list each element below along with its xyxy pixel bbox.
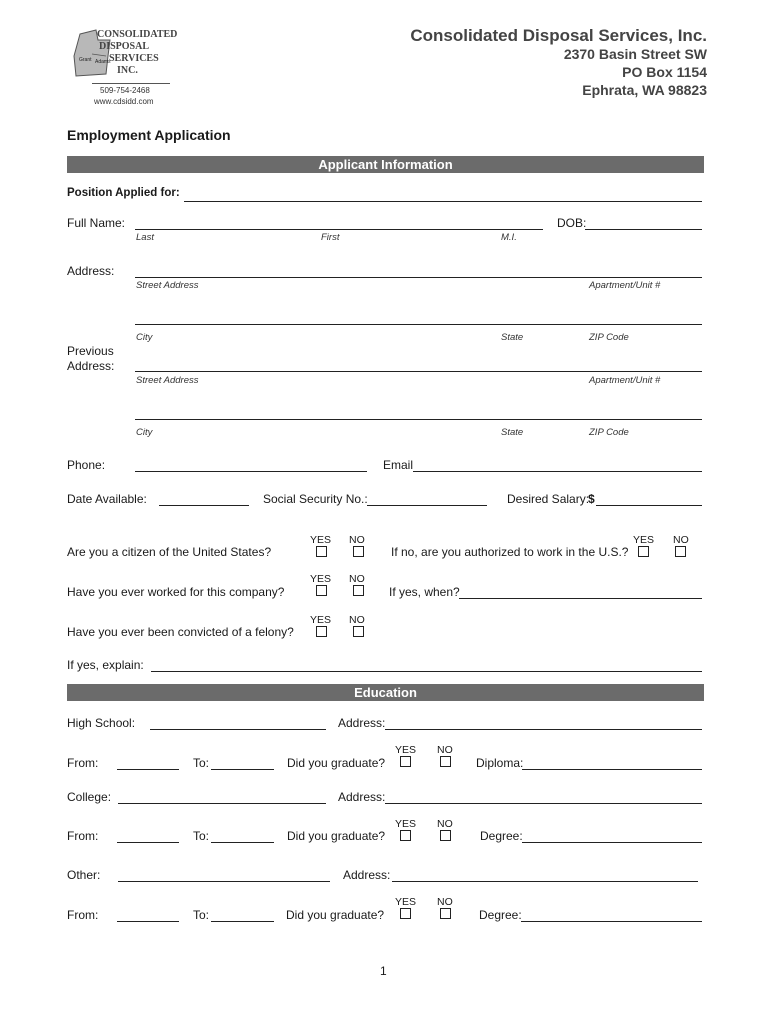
education-section-header: Education (67, 684, 704, 701)
prev-city-state-zip-input[interactable] (135, 405, 702, 420)
prev-apt-unit-caption: Apartment/Unit # (589, 375, 661, 386)
logo-line-2: DISPOSAL (99, 41, 150, 52)
worked-yes-checkbox[interactable] (316, 585, 327, 596)
citizen-yes-checkbox[interactable] (316, 546, 327, 557)
other-label: Other: (67, 868, 101, 882)
logo-phone: 509-754-2468 (100, 86, 150, 95)
hs-from-input[interactable] (117, 755, 179, 770)
worked-question: Have you ever worked for this company? (67, 585, 285, 599)
hs-address-label: Address: (338, 716, 386, 730)
position-input[interactable] (184, 187, 702, 202)
city-state-zip-input[interactable] (135, 310, 702, 325)
authorized-no-checkbox[interactable] (675, 546, 686, 557)
company-pobox: PO Box 1154 (622, 64, 707, 80)
college-grad-yes-checkbox[interactable] (400, 830, 411, 841)
college-grad-yes-label: YES (395, 818, 417, 830)
first-name-caption: First (321, 232, 340, 243)
citizen-yes-label: YES (310, 534, 332, 546)
worked-no-checkbox[interactable] (353, 585, 364, 596)
college-graduate-question: Did you graduate? (287, 829, 386, 843)
company-name: Consolidated Disposal Services, Inc. (410, 26, 707, 45)
apt-unit-caption: Apartment/Unit # (589, 280, 661, 291)
last-name-caption: Last (136, 232, 154, 243)
authorized-yes-label: YES (633, 534, 655, 546)
date-available-label: Date Available: (67, 492, 147, 506)
hs-graduate-question: Did you graduate? (287, 756, 386, 770)
college-address-label: Address: (338, 790, 386, 804)
high-school-label: High School: (67, 716, 136, 730)
prev-street-address-caption: Street Address (136, 375, 199, 386)
logo-rule (92, 83, 170, 84)
college-to-label: To: (193, 829, 210, 843)
hs-grad-no-checkbox[interactable] (440, 756, 451, 767)
state-caption: State (501, 332, 524, 343)
hs-to-label: To: (193, 756, 210, 770)
city-caption: City (136, 332, 153, 343)
form-title: Employment Application (67, 127, 231, 143)
logo-line-1: CONSOLIDATED (97, 29, 178, 40)
other-to-label: To: (193, 908, 210, 922)
citizen-no-checkbox[interactable] (353, 546, 364, 557)
company-logo (70, 26, 182, 110)
authorized-question: If no, are you authorized to work in the U.S.? (391, 545, 629, 559)
logo-line-4: INC. (117, 65, 138, 76)
street-address-caption: Street Address (136, 280, 199, 291)
hs-address-input[interactable] (385, 715, 702, 730)
hs-grad-yes-label: YES (395, 744, 417, 756)
other-from-input[interactable] (117, 907, 179, 922)
previous-address-label-1: Previous (67, 344, 114, 358)
street-address-input[interactable] (135, 263, 702, 278)
college-input[interactable] (118, 789, 326, 804)
other-grad-no-checkbox[interactable] (440, 908, 451, 919)
middle-initial-caption: M.I. (501, 232, 517, 243)
worked-yes-label: YES (310, 573, 332, 585)
ssn-label: Social Security No.: (263, 492, 368, 506)
citizen-question: Are you a citizen of the United States? (67, 545, 272, 559)
other-grad-yes-label: YES (395, 896, 417, 908)
prev-city-caption: City (136, 427, 153, 438)
dob-input[interactable] (585, 215, 702, 230)
hs-grad-yes-checkbox[interactable] (400, 756, 411, 767)
prev-state-caption: State (501, 427, 524, 438)
logo-county-adams: Adams (95, 59, 111, 65)
other-to-input[interactable] (211, 907, 274, 922)
worked-no-label: NO (349, 573, 365, 585)
if-yes-explain-input[interactable] (151, 657, 702, 672)
citizen-no-label: NO (349, 534, 365, 546)
other-address-label: Address: (343, 868, 391, 882)
zip-caption: ZIP Code (589, 332, 629, 343)
college-grad-no-label: NO (437, 818, 453, 830)
logo-text (97, 29, 177, 77)
other-address-input[interactable] (392, 867, 698, 882)
college-degree-label: Degree: (480, 829, 523, 843)
felony-yes-checkbox[interactable] (316, 626, 327, 637)
other-from-label: From: (67, 908, 99, 922)
desired-salary-input[interactable] (596, 491, 702, 506)
felony-no-checkbox[interactable] (353, 626, 364, 637)
if-yes-when-input[interactable] (459, 584, 702, 599)
college-grad-no-checkbox[interactable] (440, 830, 451, 841)
logo-line-3: SERVICES (109, 53, 159, 64)
other-grad-no-label: NO (437, 896, 453, 908)
hs-grad-no-label: NO (437, 744, 453, 756)
if-yes-explain-label: If yes, explain: (67, 658, 144, 672)
prev-street-address-input[interactable] (135, 357, 702, 372)
other-degree-label: Degree: (479, 908, 522, 922)
college-to-input[interactable] (211, 828, 274, 843)
felony-yes-label: YES (310, 614, 332, 626)
felony-question: Have you ever been convicted of a felony? (67, 625, 294, 639)
email-input[interactable] (413, 457, 702, 472)
page-number: 1 (380, 964, 387, 978)
other-school-input[interactable] (118, 867, 330, 882)
college-from-label: From: (67, 829, 99, 843)
other-grad-yes-checkbox[interactable] (400, 908, 411, 919)
hs-from-label: From: (67, 756, 99, 770)
college-from-input[interactable] (117, 828, 179, 843)
logo-county-grant: Grant (79, 57, 92, 63)
position-label: Position Applied for: (67, 187, 180, 199)
email-label: Email (383, 458, 414, 472)
dollar-sign: $ (588, 492, 595, 506)
diploma-input[interactable] (522, 755, 702, 770)
date-available-input[interactable] (159, 491, 249, 506)
other-graduate-question: Did you graduate? (286, 908, 385, 922)
college-label: College: (67, 790, 112, 804)
full-name-input[interactable] (135, 215, 543, 230)
authorized-no-label: NO (673, 534, 689, 546)
if-yes-when-label: If yes, when? (389, 585, 460, 599)
previous-address-label-2: Address: (67, 359, 115, 373)
company-street: 2370 Basin Street SW (563, 46, 707, 62)
ssn-input[interactable] (367, 491, 487, 506)
applicant-section-header: Applicant Information (67, 156, 704, 173)
logo-web: www.cdsidd.com (94, 97, 154, 106)
college-degree-input[interactable] (522, 828, 702, 843)
company-city: Ephrata, WA 98823 (582, 82, 707, 98)
other-degree-input[interactable] (521, 907, 702, 922)
high-school-input[interactable] (150, 715, 326, 730)
authorized-yes-checkbox[interactable] (638, 546, 649, 557)
dob-label: DOB: (557, 216, 587, 230)
college-address-input[interactable] (385, 789, 702, 804)
diploma-label: Diploma: (476, 756, 524, 770)
desired-salary-label: Desired Salary: (507, 492, 590, 506)
phone-input[interactable] (135, 457, 367, 472)
phone-label: Phone: (67, 458, 106, 472)
prev-zip-caption: ZIP Code (589, 427, 629, 438)
full-name-label: Full Name: (67, 216, 126, 230)
hs-to-input[interactable] (211, 755, 274, 770)
felony-no-label: NO (349, 614, 365, 626)
address-label: Address: (67, 264, 115, 278)
